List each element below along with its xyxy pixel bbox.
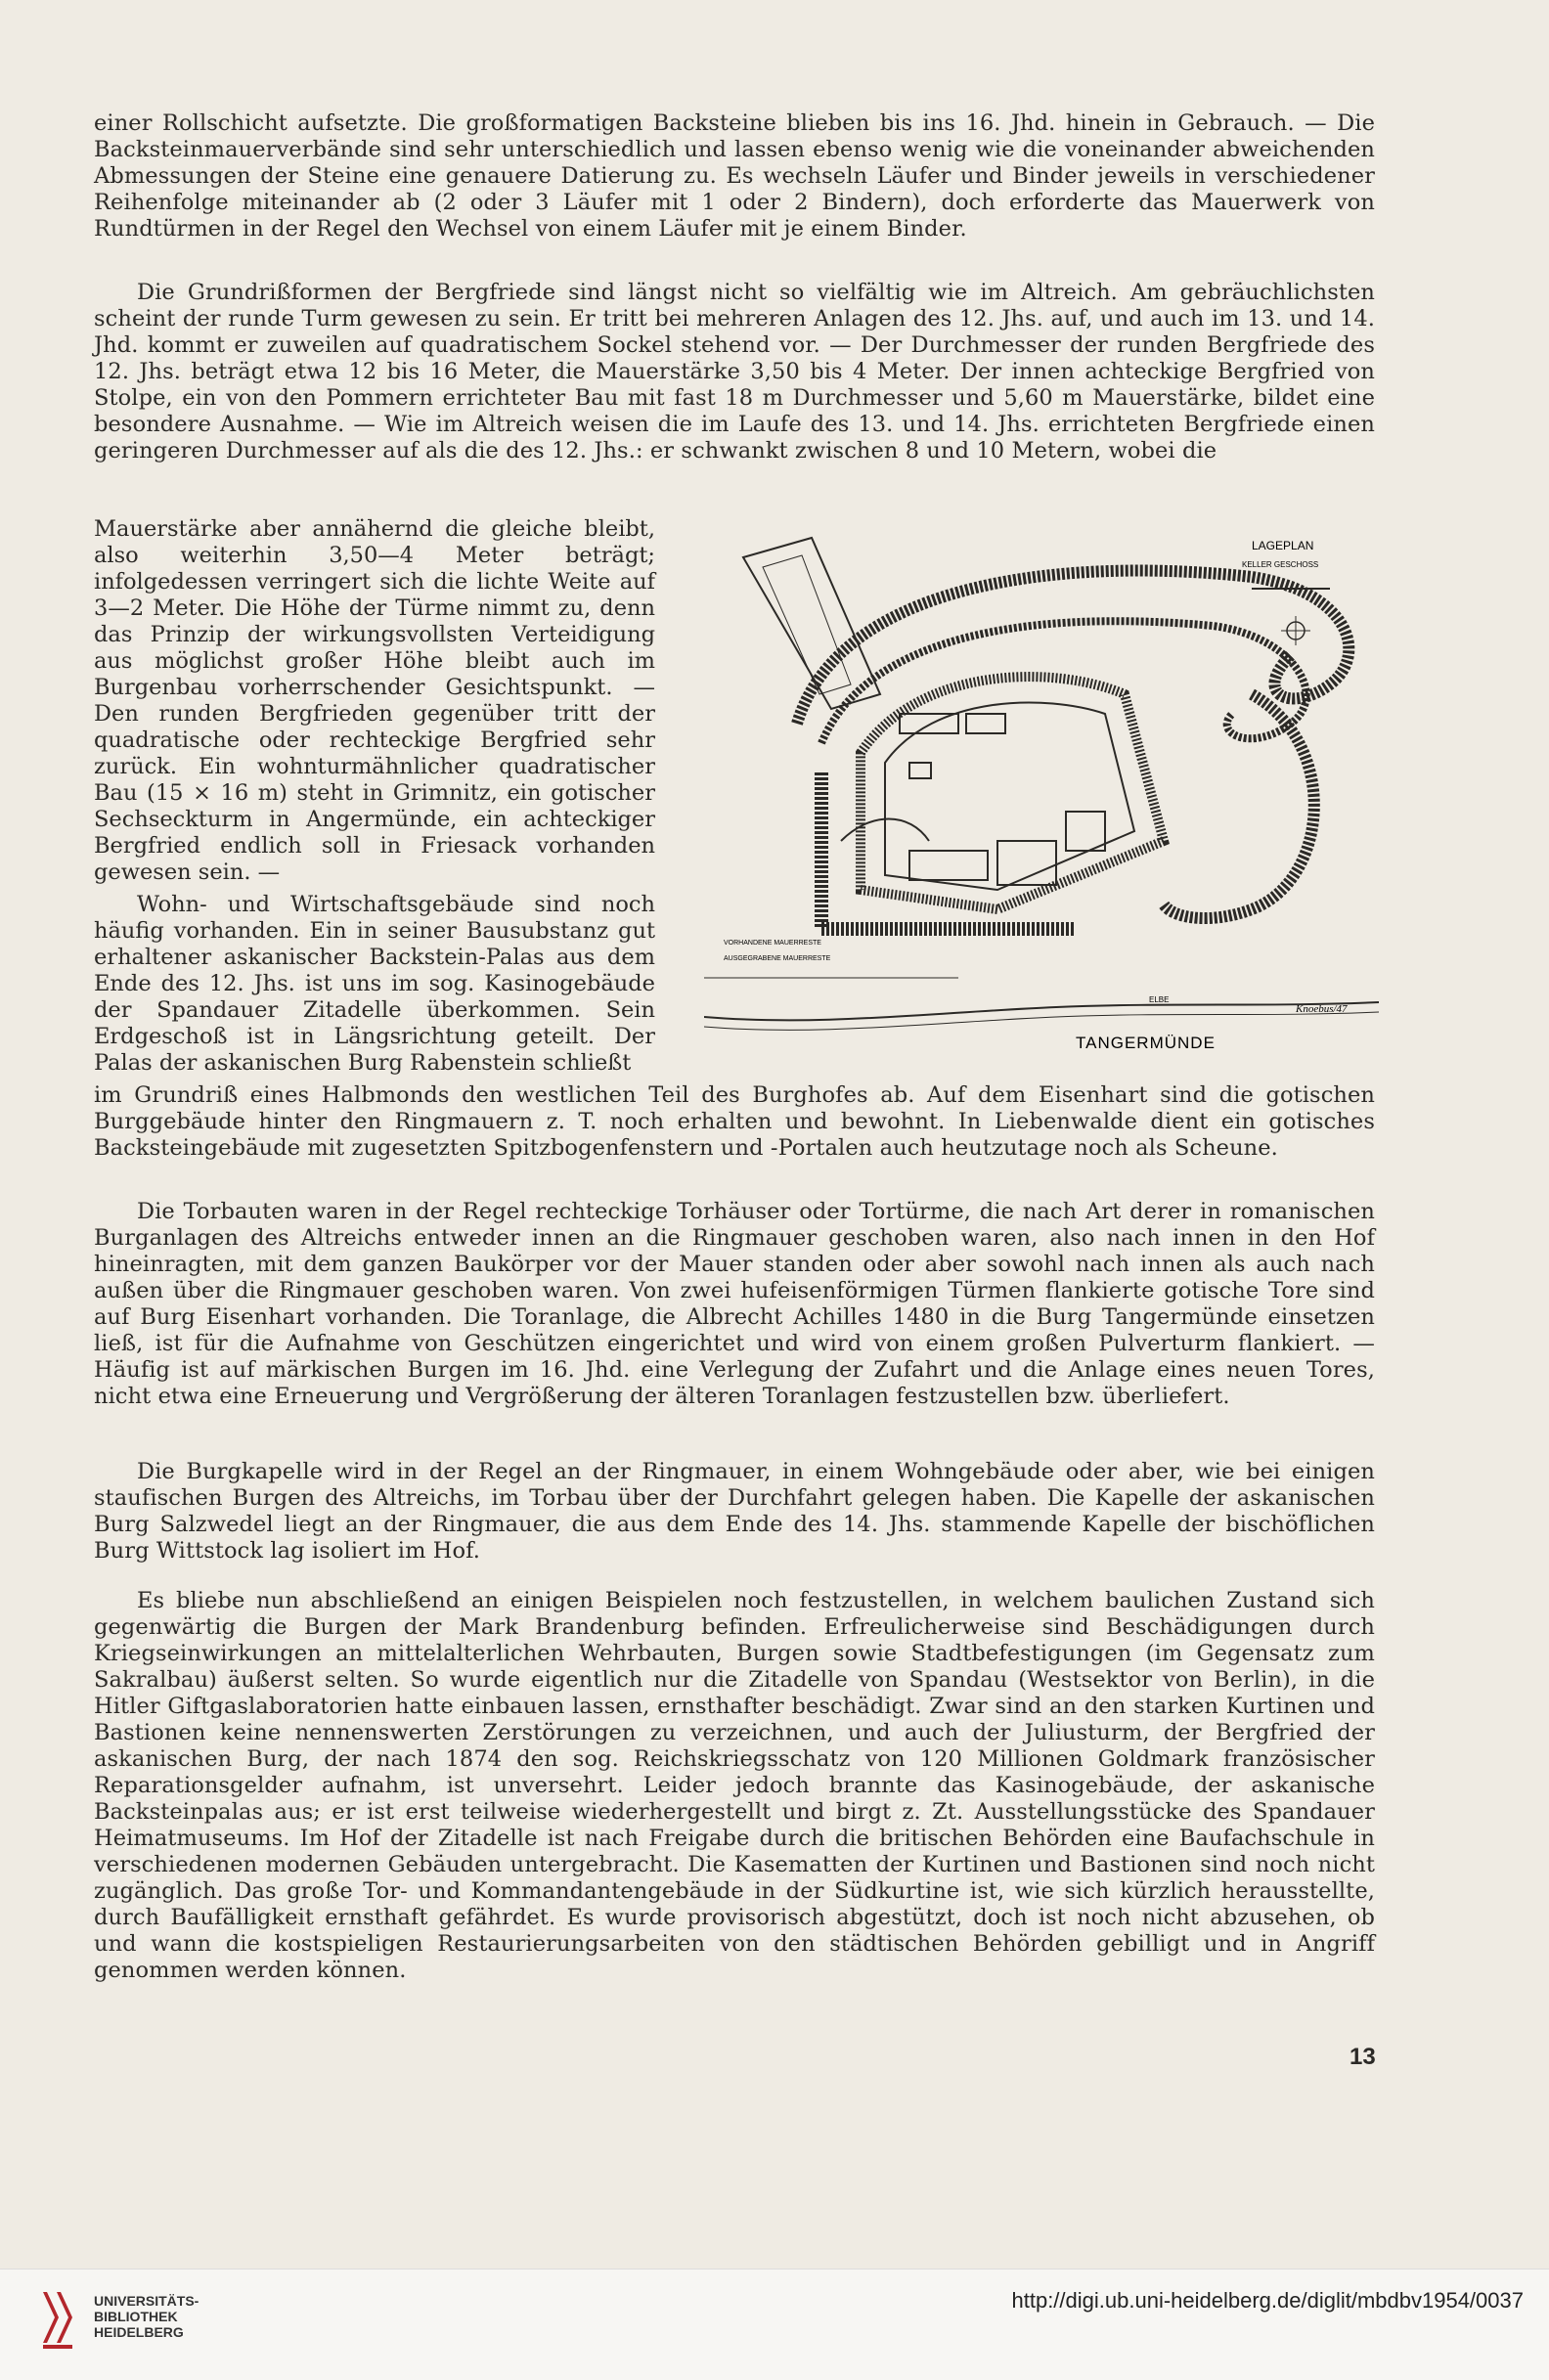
paragraph-2-wrapped bbox=[94, 516, 655, 1077]
library-name bbox=[94, 2293, 199, 2340]
paragraph-2-wrapped-text: Mauerstärke aber annähernd die gleiche bleibt, also weiterhin 3,50—4 Meter beträgt; infolgedessen verringert sich die lichte Weite auf 3—2 Meter. Die Höhe der Türme nimmt zu, denn das Prinzip der wirkungsvollsten Verteidigung aus möglichst großer Höhe bleibt auch im Burgenbau vorherrschender Gesichtspunkt. — Den runden Bergfrieden gegenüber tritt der quadratische oder rechteckige Bergfried sehr zurück. Ein wohnturmähnlicher quadratischer Bau (15 × 16 m) steht in Grimnitz, ein gotischer Sechseckturm in Angermünde, ein achteckiger Bergfried endlich soll in Friesack vorhanden gewesen sein. — bbox=[94, 516, 655, 885]
library-line-2: BIBLIOTHEK bbox=[94, 2309, 178, 2324]
source-url-link[interactable]: http://digi.ub.uni-heidelberg.de/diglit/mbdbv1954/0037 bbox=[1011, 2288, 1524, 2313]
paragraph-3-wrapped-text: Wohn- und Wirtschaftsgebäude sind noch häufig vorhanden. Ein in seiner Bausubstanz gut erhaltener askanischer Backstein-Palas aus dem Ende des 12. Jhs. ist uns im sog. Kasinogebäude der Spandauer Zitadelle überkommen. Sein Erdgeschoß ist in Längsrichtung geteilt. Der Palas der askanischen Burg Rabenstein schließt bbox=[94, 892, 655, 1076]
artist-signature: Knoebus/47 bbox=[1296, 1003, 1348, 1015]
paragraph-6-text: Es bliebe nun abschließend an einigen Beispielen noch festzustellen, in welchem baulichen Zustand sich gegenwärtig die Burgen der Mark Brandenburg befinden. Erfreulicherweise sind Beschädigungen durch Kriegseinwirkungen an mittelalterlichen Wehrbauten, Burgen sowie Stadtbefestigungen (im Gegensatz zum Sakralbau) äußerst selten. So wurde eigentlich nur die Zitadelle von Spandau (Westsektor von Berlin), in die Hitler Giftgaslaboratorien hatte einbauen lassen, ernsthafter beschädigt. Zwar sind an den starken Kurtinen und Bastionen keine nennenswerten Zerstörungen zu verzeichnen, und auch der Juliusturm, der Bergfried der askanischen Burg, der nach 1874 den sog. Reichskriegsschatz von 120 Millionen Goldmark französischer Reparationsgelder aufnahm, ist unversehrt. Leider jedoch brannte das Kasinogebäude, der askanische Backsteinpalas aus; er ist erst teilweise wiederhergestellt und birgt z. Zt. Ausstellungsstücke des Spandauer Heimatmuseums. Im Hof der Zitadelle ist nach Freigabe durch die britischen Behörden eine Baufachschule in verschiedenen modernen Gebäuden untergebracht. Die Kasematten der Kurtinen und Bastionen sind noch nicht zugänglich. Das große Tor- und Kommandantengebäude in der Südkurtine ist, wie sich kürzlich herausstellte, durch Baufälligkeit ernsthaft gefährdet. Es wurde provisorisch abgestützt, doch ist noch nicht abzusehen, ob und wann die kostspieligen Restaurierungsarbeiten von den städtischen Behörden gebilligt und in Angriff genommen werden können. bbox=[94, 1588, 1375, 1983]
paragraph-2-full-width bbox=[94, 280, 1375, 464]
river-label: ELBE bbox=[1149, 995, 1170, 1004]
library-line-3: HEIDELBERG bbox=[94, 2324, 184, 2340]
plan-caption: TANGERMÜNDE bbox=[1076, 1034, 1216, 1052]
paragraph-4 bbox=[94, 1199, 1375, 1410]
legend-excavated: AUSGEGRABENE MAUERRESTE bbox=[724, 955, 831, 962]
library-logo-icon bbox=[39, 2288, 84, 2353]
paragraph-5-text: Die Burgkapelle wird in der Regel an der Ringmauer, in einem Wohngebäude oder aber, wie bei einigen staufischen Burgen des Altreichs, im Torbau über der Durchfahrt gelegen haben. Die Kapelle der askanischen Burg Salzwedel liegt an der Ringmauer, die aus dem Ende des 14. Jhs. stammende Kapelle der bischöflichen Burg Wittstock lag isoliert im Hof. bbox=[94, 1459, 1375, 1564]
paragraph-2-text: Die Grundrißformen der Bergfriede sind längst nicht so vielfältig wie im Altreich. Am gebräuchlichsten scheint der runde Turm gewesen zu sein. Er tritt bei mehreren Anlagen des 12. Jhs. auf, und auch im 13. und 14. Jhd. kommt er zuweilen auf quadratischem Sockel stehend vor. — Der Durchmesser der runden Bergfriede des 12. Jhs. beträgt etwa 12 bis 16 Meter, die Mauerstärke 3,50 bis 4 Meter. Der innen achteckige Bergfried von Stolpe, ein von den Pommern errichteter Bau mit fast 18 m Durchmesser und 5,60 m Mauerstärke, bildet eine besondere Ausnahme. — Wie im Altreich weisen die im Laufe des 13. und 14. Jhs. errichteten Bergfriede einen geringeren Durchmesser auf als die des 12. Jhs.: er schwankt zwischen 8 und 10 Metern, wobei die bbox=[94, 280, 1375, 463]
footer-bar bbox=[0, 2269, 1549, 2380]
paragraph-4-text: Die Torbauten waren in der Regel rechteckige Torhäuser oder Tortürme, die nach Art derer in romanischen Burganlagen des Altreichs entweder innen an die Ringmauer geschoben waren, also nach innen in den Hof hineinragten, mit dem ganzen Baukörper vor der Mauer standen oder aber sowohl nach innen als auch nach außen über die Ringmauer geschoben waren. Von zwei hufeisenförmigen Türmen flankierte gotische Tore sind auf Burg Eisenhart vorhanden. Die Toranlage, die Albrecht Achilles 1480 in die Burg Tangermünde einsetzen ließ, ist für die Aufnahme von Geschützen eingerichtet und wird von einem großen Pulverturm flankiert. — Häufig ist auf märkischen Burgen im 16. Jhd. eine Verlegung der Zufahrt und die Anlage eines neuen Tores, nicht etwa eine Erneuerung und Vergrößerung der älteren Toranlagen festzustellen bzw. überliefert. bbox=[94, 1199, 1375, 1409]
legend-subtitle: KELLER GESCHOSS bbox=[1242, 560, 1319, 569]
legend-existing: VORHANDENE MAUERRESTE bbox=[724, 940, 821, 947]
paragraph-6 bbox=[94, 1588, 1375, 1984]
paragraph-3-text: im Grundriß eines Halbmonds den westlichen Teil des Burghofes ab. Auf dem Eisenhart sind die gotischen Burggebäude hinter den Ringmauern z. T. noch erhalten und bewohnt. In Liebenwalde dient ein gotisches Backsteingebäude mit zugesetzten Spitzbogenfenstern und -Portalen auch heutzutage noch als Scheune. bbox=[94, 1082, 1375, 1161]
legend-title: LAGEPLAN bbox=[1252, 539, 1314, 552]
paragraph-3-full-width bbox=[94, 1082, 1375, 1162]
paragraph-1-text: einer Rollschicht aufsetzte. Die großformatigen Backsteine blieben bis ins 16. Jhd. hinein in Gebrauch. — Die Backsteinmauerverbände sind sehr unterschiedlich und lassen ebenso wenig wie die voneinander abweichenden Abmessungen der Steine eine genauere Datierung zu. Es wechseln Läufer und Binder jeweils in verschiedener Reihenfolge miteinander ab (2 oder 3 Läufer mit 1 oder 2 Bindern), doch erforderte das Mauerwerk von Rundtürmen in der Regel den Wechsel von einem Läufer mit je einem Binder. bbox=[94, 110, 1375, 242]
page-number: 13 bbox=[1350, 2044, 1376, 2070]
site-plan-tangermuende bbox=[704, 518, 1379, 1056]
library-line-1: UNIVERSITÄTS- bbox=[94, 2293, 199, 2309]
paragraph-1 bbox=[94, 110, 1375, 242]
paragraph-5 bbox=[94, 1459, 1375, 1565]
